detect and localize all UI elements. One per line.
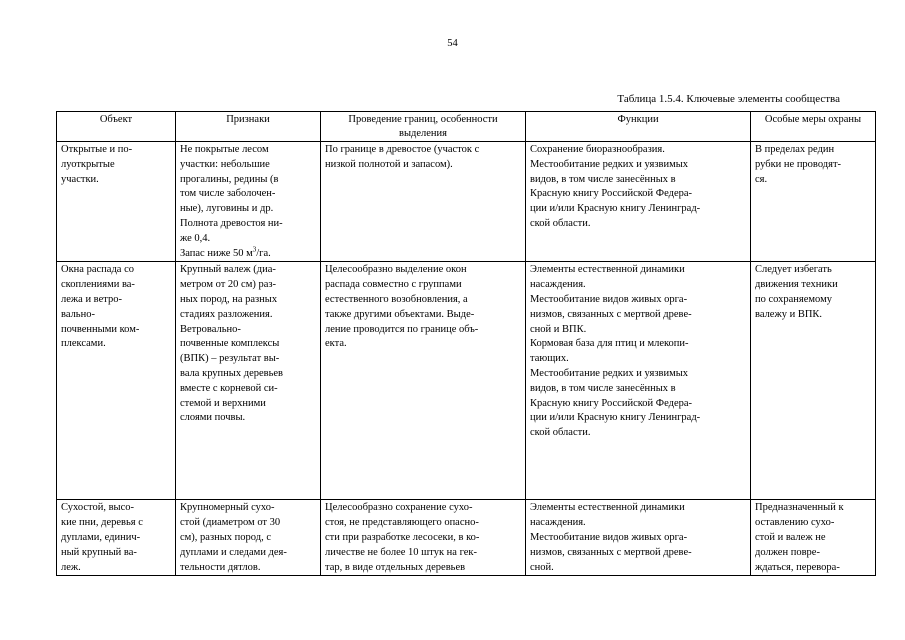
cell-measures xyxy=(751,142,876,262)
cell-text-line: см), разных пород, с xyxy=(180,531,271,543)
cell-text-line: низмов, связанных с мертвой древе- xyxy=(530,546,692,558)
cell-object xyxy=(57,500,176,576)
cell-text-line: сной и ВПК. xyxy=(530,323,587,335)
cell-signs xyxy=(176,262,321,500)
cell-text-line: видов, в том числе занесённых в xyxy=(530,382,676,394)
cell-text-line: также другими объектами. Выде- xyxy=(325,308,475,320)
cell-text-line: Местообитание редких и уязвимых xyxy=(530,367,689,379)
cell-text-line: вместе с корневой си- xyxy=(180,382,278,394)
cell-text-line: Ветровально- xyxy=(180,323,241,335)
cell-text-line: по сохраняемому xyxy=(755,293,833,305)
cell-text-line: насаждения. xyxy=(530,279,586,291)
cell-text-line: стоя, не представляющего опасно- xyxy=(325,517,479,529)
cell-text-line: Крупномерный сухо- xyxy=(180,502,275,514)
cell-text-line: тар, в виде отдельных деревьев xyxy=(325,561,466,573)
cell-text-line: валежу и ВПК. xyxy=(755,308,823,320)
cell-text-line: скоплениями ва- xyxy=(61,279,135,291)
cell-text-line: Сохранение биоразнообразия. xyxy=(530,144,665,155)
cell-text-line: Кормовая база для птиц и млекопи- xyxy=(530,338,689,350)
cell-text-line: Следует избегать xyxy=(755,264,832,276)
cell-text-line: дуплами и следами дея- xyxy=(180,546,287,558)
cell-text-line: Целесообразно сохранение сухо- xyxy=(325,502,473,514)
cell-text-line: Местообитание редких и уязвимых xyxy=(530,158,689,170)
cell-text-line: вала крупных деревьев xyxy=(180,367,284,379)
header-functions: Функции xyxy=(526,112,751,142)
cell-measures xyxy=(751,500,876,576)
cell-text-line: В пределах редин xyxy=(755,144,835,155)
cell-text-line: Местообитание видов живых орга- xyxy=(530,531,688,543)
page-number: 54 xyxy=(447,38,458,49)
cell-text-line: распада совместно с группами xyxy=(325,279,462,291)
cell-functions xyxy=(526,142,751,262)
cell-text-line: ской области. xyxy=(530,427,591,439)
cell-text-line: тающих. xyxy=(530,353,569,365)
cell-text-line: насаждения. xyxy=(530,517,586,529)
cell-text-line: стой и валеж не xyxy=(755,531,826,543)
table-caption: Таблица 1.5.4. Ключевые элементы сообщества xyxy=(617,93,840,105)
cell-text-line: метром от 20 см) раз- xyxy=(180,279,277,291)
cell-functions xyxy=(526,500,751,576)
cell-text-line: стой (диаметром от 30 xyxy=(180,517,281,529)
cell-text-line: почвенные комплексы xyxy=(180,338,280,350)
cell-text-line: должен повре- xyxy=(755,546,820,558)
cell-text-line: Местообитание видов живых орга- xyxy=(530,293,688,305)
header-boundaries: Проведение границ, особенности выделения xyxy=(321,112,526,142)
cell-signs xyxy=(176,142,321,262)
cell-text-line: сной. xyxy=(530,561,554,573)
cell-text-line: Окна распада со xyxy=(61,264,134,276)
cell-text-line: ждаться, перевора- xyxy=(755,561,840,573)
cell-text-line: плексами. xyxy=(61,338,106,350)
cell-functions xyxy=(526,262,751,500)
cell-text-line: лежа и ветро- xyxy=(61,293,122,305)
cell-text-line: ление проводится по границе объ- xyxy=(325,323,479,335)
cell-boundaries xyxy=(321,500,526,576)
stock-text: Запас ниже 50 м xyxy=(180,247,253,259)
cell-text-line: Красную книгу Российской Федера- xyxy=(530,397,693,409)
cell-text-line: По границе в древостое (участок с xyxy=(325,144,480,155)
stock-unit: /га. xyxy=(256,247,271,259)
cell-text-line: вально- xyxy=(61,308,95,320)
cell-text-line: кие пни, деревья с xyxy=(61,517,143,529)
cell-text-line: ся. xyxy=(755,173,768,185)
cell-text-line: Элементы естественной динамики xyxy=(530,502,685,514)
cell-text-line: Элементы естественной динамики xyxy=(530,264,685,276)
cell-text-line: низкой полнотой и запасом). xyxy=(325,158,453,170)
cell-text-line: сти при разработке лесосеки, в ко- xyxy=(325,531,480,543)
cell-text-line: том числе заболочен- xyxy=(180,188,276,200)
cell-object xyxy=(57,142,176,262)
cell-text-line: оставлению сухо- xyxy=(755,517,835,529)
cell-text-line: екта. xyxy=(325,338,347,350)
cell-text-line: прогалины, редины (в xyxy=(180,173,279,185)
cell-text-line: низмов, связанных с мертвой древе- xyxy=(530,308,692,320)
key-elements-table xyxy=(56,111,876,576)
cell-text-line: ных пород, на разных xyxy=(180,293,278,305)
cell-text-line: Крупный валеж (диа- xyxy=(180,264,276,276)
header-signs: Признаки xyxy=(176,112,321,142)
table-row xyxy=(57,142,876,262)
stock-sup: 3 xyxy=(252,245,257,254)
table-header-row xyxy=(57,112,876,142)
table-row xyxy=(57,500,876,576)
cell-text-line: Целесообразно выделение окон xyxy=(325,264,467,276)
header-measures: Особые меры охраны xyxy=(751,112,876,142)
table-row xyxy=(57,262,876,500)
cell-text-line: (ВПК) – результат вы- xyxy=(180,353,280,365)
cell-text-line: участки: небольшие xyxy=(180,158,270,170)
cell-text-line: тельности дятлов. xyxy=(180,561,261,573)
cell-text-line: ции и/или Красную книгу Ленинград- xyxy=(530,203,701,215)
cell-text-line: рубки не проводят- xyxy=(755,158,842,170)
cell-signs xyxy=(176,500,321,576)
cell-text-line: Сухостой, высо- xyxy=(61,502,135,514)
cell-text-line: движения техники xyxy=(755,279,838,291)
cell-text-line: луоткрытые xyxy=(61,158,115,170)
header-object: Объект xyxy=(57,112,176,142)
cell-text-line: Полнота древостоя ни- xyxy=(180,217,283,229)
cell-text-line: естественного возобновления, а xyxy=(325,293,468,305)
cell-text-line: ции и/или Красную книгу Ленинград- xyxy=(530,412,701,424)
cell-text-line: Предназначенный к xyxy=(755,502,844,514)
cell-object xyxy=(57,262,176,500)
cell-measures xyxy=(751,262,876,500)
cell-boundaries xyxy=(321,262,526,500)
cell-text-line: почвенными ком- xyxy=(61,323,140,335)
cell-text-line: участки. xyxy=(61,173,99,185)
cell-text-line: дуплами, единич- xyxy=(61,531,141,543)
cell-text-line: слоями почвы. xyxy=(180,412,246,424)
cell-text-line: ской области. xyxy=(530,217,591,229)
cell-text-line: стадиях разложения. xyxy=(180,308,273,320)
cell-boundaries xyxy=(321,142,526,262)
cell-text-line: стемой и верхними xyxy=(180,397,266,409)
cell-text-line: личестве не более 10 штук на гек- xyxy=(325,546,478,558)
cell-text-line: Не покрытые лесом xyxy=(180,144,269,155)
cell-text-line: видов, в том числе занесённых в xyxy=(530,173,676,185)
cell-text-line: же 0,4. xyxy=(180,232,211,244)
cell-text-line: ный крупный ва- xyxy=(61,546,137,558)
cell-text-line: леж. xyxy=(61,561,81,573)
cell-text-line: ные), луговины и др. xyxy=(180,203,274,215)
cell-text-line: Открытые и по- xyxy=(61,144,133,155)
cell-text-line: Красную книгу Российской Федера- xyxy=(530,188,693,200)
